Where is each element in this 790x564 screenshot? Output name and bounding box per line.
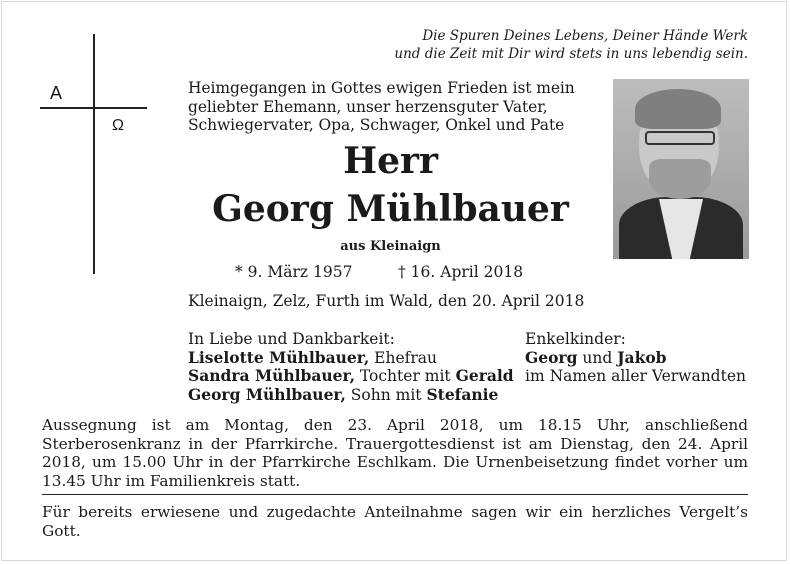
- intro-line: Schwiegervater, Opa, Schwager, Onkel und Pate: [188, 116, 565, 134]
- thanks-line: Gott.: [42, 521, 81, 540]
- intro-line: Heimgegangen in Gottes ewigen Frieden ist mein: [188, 79, 575, 97]
- grandchild-name: Georg: [525, 347, 578, 367]
- thanks-text: [42, 503, 748, 540]
- thanks-line: Für bereits erwiesene und zugedachte Anteilnahme sagen wir ein herzliches Vergelt’s: [42, 503, 748, 521]
- mourner-role: Tochter mit: [354, 367, 456, 385]
- omega-symbol: Ω: [112, 117, 124, 134]
- mourner-partner: Gerald: [455, 366, 514, 385]
- memorial-quote: [318, 27, 748, 63]
- death-date: † 16. April 2018: [398, 263, 524, 281]
- cross-symbol: [40, 34, 150, 274]
- birth-date: * 9. März 1957: [235, 263, 353, 281]
- family-mourners: [188, 330, 514, 404]
- service-line: Sterberosenkranz in der Pfarrkirche. Trauergottesdienst ist am Dienstag, den 24. April: [42, 434, 748, 453]
- service-info: [42, 416, 748, 490]
- grandchildren: [525, 330, 746, 386]
- mourner-name: Sandra Mühlbauer,: [188, 366, 355, 385]
- service-line: Aussegnung ist am Montag, den 23. April 2018, um 18.15 Uhr, anschließend: [42, 416, 748, 434]
- intro-text: [188, 79, 593, 135]
- alpha-symbol: A: [50, 83, 63, 103]
- grandchild-name: Jakob: [617, 347, 667, 367]
- mourner-role: Ehefrau: [369, 348, 437, 367]
- grandchild-connector: und: [577, 348, 618, 367]
- grandchildren-heading: Enkelkinder:: [525, 330, 626, 348]
- mourners-heading: In Liebe und Dankbarkeit:: [188, 330, 395, 348]
- mourner-entry: [188, 386, 514, 405]
- mourner-role: Sohn mit: [345, 385, 427, 404]
- mourner-name: Liselotte Mühlbauer,: [188, 347, 370, 367]
- grandchildren-names: [525, 349, 746, 368]
- mourner-entry: [188, 349, 514, 368]
- salutation: Herr: [343, 140, 438, 182]
- quote-line: Die Spuren Deines Lebens, Deiner Hände Werk: [422, 28, 748, 44]
- mourner-partner: Stefanie: [426, 384, 499, 404]
- relatives-note: im Namen aller Verwandten: [525, 367, 746, 385]
- divider: [42, 494, 748, 495]
- portrait-photo: [613, 79, 749, 259]
- quote-line: und die Zeit mit Dir wird stets in uns lebendig sein.: [394, 46, 748, 62]
- intro-line: geliebter Ehemann, unser herzensguter Vater,: [188, 97, 548, 116]
- cross-vertical-bar: [93, 34, 95, 274]
- mourner-entry: [188, 367, 514, 386]
- place-date: Kleinaign, Zelz, Furth im Wald, den 20. April 2018: [188, 292, 585, 310]
- mourner-name: Georg Mühlbauer,: [188, 384, 346, 404]
- origin-text: aus Kleinaign: [340, 239, 441, 254]
- service-line: 13.45 Uhr im Familienkreis statt.: [42, 471, 301, 490]
- deceased-name: Georg Mühlbauer: [212, 188, 569, 230]
- cross-horizontal-bar: [40, 107, 147, 109]
- service-line: 2018, um 15.00 Uhr in der Pfarrkirche Eschlkam. Die Urnenbeisetzung findet vorher um: [42, 453, 748, 471]
